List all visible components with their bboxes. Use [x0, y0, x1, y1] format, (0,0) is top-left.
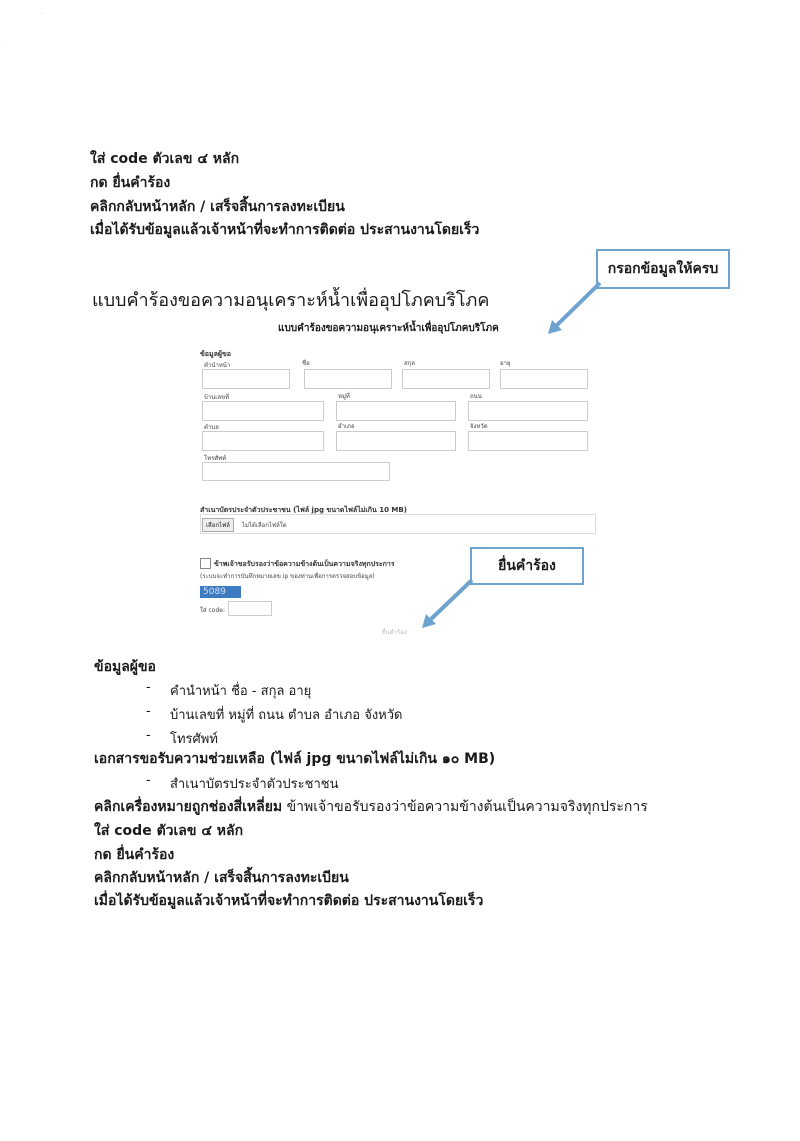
amphoe-input[interactable] — [336, 431, 456, 451]
docs-header: เอกสารขอรับความช่วยเหลือ (ไฟล์ jpg ขนาดไฟล์ไม่เกิน ๑๐ MB) — [94, 751, 496, 767]
submit-button[interactable]: ยื่นคำร้อง — [382, 629, 407, 636]
label-amphoe: อำเภอ — [338, 423, 355, 430]
label-moo: หมู่ที่ — [338, 393, 350, 400]
step-submit-bottom: กด ยื่นคำร้อง — [94, 847, 175, 863]
certify-label: ข้าพเจ้าขอรับรองว่าข้อความข้างต้นเป็นความจริงทุกประการ — [214, 560, 395, 568]
label-house-no: บ้านเลขที่ — [204, 394, 230, 401]
moo-input[interactable] — [336, 401, 456, 421]
label-tambon: ตำบล — [204, 424, 219, 431]
phone-input[interactable] — [202, 462, 390, 481]
surname-input[interactable] — [402, 369, 490, 389]
label-phone: โทรศัพท์ — [204, 455, 227, 462]
form-screenshot — [190, 315, 610, 645]
label-surname: สกุล — [404, 360, 415, 367]
step-enter-code-bottom: ใส่ code ตัวเลข ๔ หลัก — [94, 823, 244, 839]
step-contact: เมื่อได้รับข้อมูลแล้วเจ้าหน้าที่จะทำการติดต่อ ประสานงานโดยเร็ว — [90, 222, 480, 238]
certify-checkbox[interactable] — [200, 558, 211, 569]
code-input[interactable] — [228, 601, 272, 616]
step-contact-bottom: เมื่อได้รับข้อมูลแล้วเจ้าหน้าที่จะทำการติดต่อ ประสานงานโดยเร็ว — [94, 893, 484, 909]
callout-submit: ยื่นคำร้อง — [470, 547, 584, 585]
applicant-header: ข้อมูลผู้ขอ — [94, 659, 156, 675]
section-applicant: ข้อมูลผู้ขอ — [200, 350, 231, 358]
certify-instruction: คลิกเครื่องหมายถูกช่องสี่เหลี่ยม ข้าพเจ้าขอรับรองว่าข้อความข้างต้นเป็นความจริงทุกประการ — [94, 799, 648, 815]
prefix-input[interactable] — [202, 369, 290, 389]
choose-file-button[interactable]: เลือกไฟล์ — [202, 518, 234, 532]
ip-note: (ระบบจะทำการบันทึกหมายเลข ip ของท่านเพื่อการตรวจสอบข้อมูล) — [200, 573, 375, 580]
label-prefix: คำนำหน้า — [204, 362, 231, 369]
document-page: ˙ ˙ ใส่ code ตัวเลข ๔ หลัก กด ยื่นคำร้อง คลิกกลับหน้าหลัก / เสร็จสิ้นการลงทะเบียน เมื่อได้รับข้อมูลแล้วเจ้าหน้าที่จะทำการติดต่อ ประสานงานโดยเร็ว แบบคำร้องขอความอนุเคราะห์น้ำเพื่ออุปโภคบริโภค กรอกข้อมูลให้ครบ ยื่นคำร้อง แบบคำร้องขอความอนุเคราะห์น้ำเพื่ออุปโภคบริโภค ข้อมูลผู้ขอ คำนำหน้า ชื่อ สกุล อายุ บ้านเลขที่ หมู่ที่ ถนน ตำบล อำเภอ จังหวัด โทรศัพท์ สำเนาบัตรประจำตัวประชาชน (ไฟล์ jpg ขนาดไฟล์ไม่เกิน 10 MB) เลือกไฟล์ ไม่ได้เลือกไฟล์ใด ข้าพเจ้าขอรับรองว่าข้อความข้างต้นเป็นความจริงทุกประการ (ระบบจะทำการบันทึกหมายเลข ip ของท่านเพื่อการตรวจสอบข้อมูล) 5089 ใส่ code: ยื่นคำร้อง ข้อมูลผู้ขอ - คำนำหน้า ชื่อ - สกุล อายุ - บ้านเลขที่ หมู่ที่ ถนน ตำบล อำเภอ จังหวัด - โทรศัพท์ เอกสารขอรับความช่วยเหลือ (ไฟล์ jpg ขนาดไฟล์ไม่เกิน ๑๐ MB) - สำเนาบัตรประจำตัวประชาชน คลิกเครื่องหมายถูกช่องสี่เหลี่ยม ข้าพเจ้าขอรับรองว่าข้อความข้างต้นเป็นความจริงทุกประการ ใส่ code ตัวเลข ๔ หลัก กด ยื่นคำร้อง คลิกกลับหน้าหลัก / เสร็จสิ้นการลงทะเบียน เมื่อได้รับข้อมูลแล้วเจ้าหน้าที่จะทำการติดต่อ ประสานงานโดยเร็ว — [0, 0, 800, 1141]
captcha-image: 5089 — [200, 586, 241, 598]
age-input[interactable] — [500, 369, 588, 389]
form-heading: แบบคำร้องขอความอนุเคราะห์น้ำเพื่ออุปโภคบริโภค — [92, 290, 490, 311]
code-label: ใส่ code: — [200, 607, 225, 614]
step-back-home: คลิกกลับหน้าหลัก / เสร็จสิ้นการลงทะเบียน — [90, 199, 345, 215]
label-age: อายุ — [500, 360, 511, 367]
step-back-home-bottom: คลิกกลับหน้าหลัก / เสร็จสิ้นการลงทะเบียน — [94, 870, 349, 886]
road-input[interactable] — [468, 401, 588, 421]
step-enter-code: ใส่ code ตัวเลข ๔ หลัก — [90, 151, 240, 167]
callout-fill-complete: กรอกข้อมูลให้ครบ — [596, 249, 730, 289]
province-input[interactable] — [468, 431, 588, 451]
section-id-copy: สำเนาบัตรประจำตัวประชาชน (ไฟล์ jpg ขนาดไฟล์ไม่เกิน 10 MB) — [200, 506, 407, 514]
form-title: แบบคำร้องขอความอนุเคราะห์น้ำเพื่ออุปโภคบริโภค — [278, 323, 499, 334]
name-input[interactable] — [304, 369, 392, 389]
step-submit: กด ยื่นคำร้อง — [90, 175, 171, 191]
label-province: จังหวัด — [470, 423, 488, 430]
no-file-text: ไม่ได้เลือกไฟล์ใด — [242, 522, 287, 529]
tambon-input[interactable] — [202, 431, 324, 451]
scan-speck: ˙ — [4, 42, 8, 51]
label-road: ถนน — [470, 393, 482, 400]
label-name: ชื่อ — [302, 360, 310, 367]
house-no-input[interactable] — [202, 401, 324, 421]
scan-speck: ˙ — [40, 12, 44, 21]
